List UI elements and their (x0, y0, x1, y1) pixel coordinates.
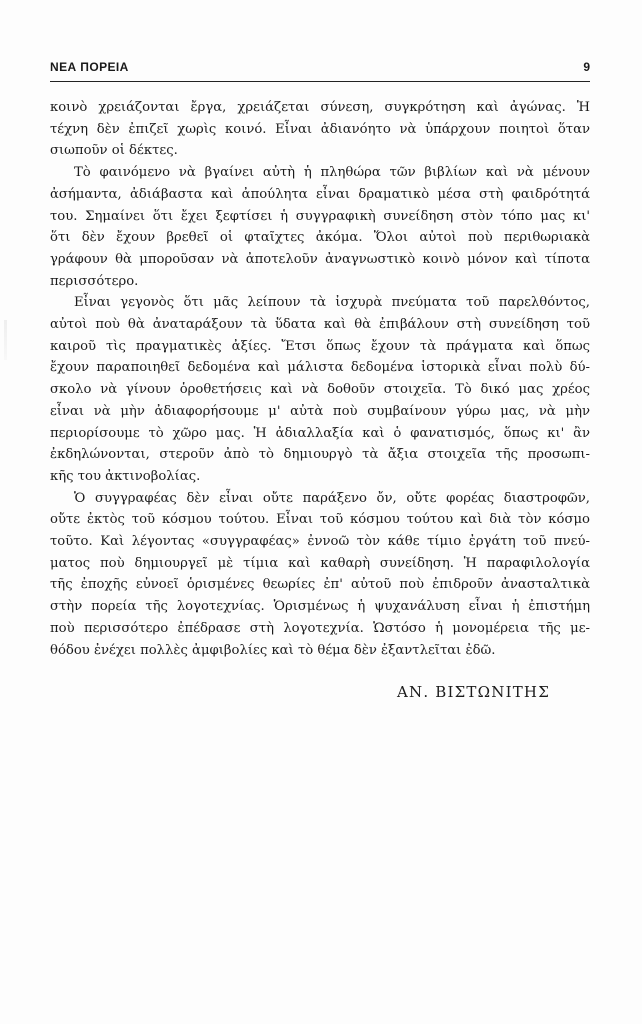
text-line: περιορίσουμε τὸ χῶρο μας. Ἡ ἀδιαλλαξία καὶ ὁ φανατισμός, ὅπως κι' ἂν (50, 425, 590, 441)
header-rule (50, 81, 590, 82)
text-line: Εἶναι γεγονὸς ὅτι μᾶς λείπουν τὰ ἰσχυρὰ πνεύματα τοῦ παρελθόντος, (74, 295, 590, 311)
page-number: 9 (583, 60, 590, 74)
paragraph (50, 97, 590, 162)
text-line: περισσότερο. (50, 273, 139, 289)
text-line: ἀσήμαντα, ἀδιάβαστα καὶ ἀπούλητα εἶναι δραματικὸ μέσα στὴ φαιδρότητά (50, 186, 590, 202)
text-line: ἐκδηλώνονται, στεροῦν ἀπὸ τὸ δημιουργὸ τὰ ἄξια στοιχεῖα τῆς προσωπι- (50, 447, 590, 463)
text-line: τῆς ἐποχῆς εὐνοεῖ ὁρισμένες θεωρίες ἐπ' αὐτοῦ ποὺ ἐπιδροῦν ἀνασταλτικὰ (50, 577, 590, 593)
paragraph (50, 292, 590, 487)
paragraph (50, 162, 590, 292)
text-line: στὴν πορεία τῆς λογοτεχνίας. Ὁρισμένως ἡ ψυχανάλυση εἶναι ἡ ἐπιστήμη (50, 599, 590, 615)
paragraph (50, 488, 590, 662)
text-line: κῆς του ἀκτινοβολίας. (50, 468, 201, 484)
text-line: σιωποῦν οἱ δέκτες. (50, 143, 178, 159)
text-line: αὐτοὶ ποὺ θὰ ἀναταράξουν τὰ ὕδατα καὶ θὰ ἐπιβάλουν στὴ συνείδηση τοῦ (50, 317, 590, 333)
text-line: Τὸ φαινόμενο νὰ βγαίνει αὐτὴ ἡ πληθώρα τῶν βιβλίων καὶ νὰ μένουν (74, 165, 590, 181)
scan-mark (4, 320, 7, 360)
text-line: του. Σημαίνει ὅτι ἔχει ξεφτίσει ἡ συγγραφικὴ συνείδηση στὸν τόπο μας κι' (50, 208, 590, 224)
text-line: Ὁ συγγραφέας δὲν εἶναι οὔτε παράξενο ὄν, οὔτε φορέας διαστροφῶν, (74, 490, 590, 506)
text-line: οὔτε ἐκτὸς τοῦ κόσμου τούτου. Εἶναι τοῦ κόσμου τούτου καὶ διὰ τὸν κόσμο (50, 512, 590, 528)
text-line: σκολο νὰ γίνουν ὁροθετήσεις καὶ νὰ δοθοῦν στοιχεῖα. Τὸ δικό μας χρέος (50, 382, 590, 398)
text-line: ὅτι δὲν ἔχουν βρεθεῖ οἱ φταῖχτες ἀκόμα. Ὅλοι αὐτοὶ ποὺ περιθωριακὰ (50, 230, 590, 246)
text-line: ποὺ περισσότερο ἐπέδρασε στὴ λογοτεχνία. Ὡστόσο ἡ μονομέρεια τῆς με- (50, 620, 590, 636)
text-line: κοινὸ χρειάζονται ἔργα, χρειάζεται σύνεση, συγκρότηση καὶ ἀγώνας. Ἡ (50, 100, 590, 115)
text-line: τέχνη δὲν ἐπιζεῖ χωρὶς κοινό. Εἶναι ἀδιανόητο νὰ ὑπάρχουν ποιητοὶ ὅταν (50, 121, 590, 137)
running-header (50, 60, 590, 80)
text-line: εἶναι νὰ μὴν ἀδιαφορήσουμε μ' αὐτὰ ποὺ συμβαίνουν γύρω μας, νὰ μὴν (50, 403, 590, 419)
text-line: ματος ποὺ δημιουργεῖ μὲ τίμια καὶ καθαρὴ συνείδηση. Ἡ παραφιλολογία (50, 555, 590, 571)
text-line: ἔχουν παραποιηθεῖ δεδομένα καὶ μάλιστα δεδομένα ἱστορικὰ εἶναι πολὺ δύ- (50, 360, 590, 376)
text-line: θόδου ἐνέχει πολλὲς ἀμφιβολίες καὶ τὸ θέμα δὲν ἐξαντλεῖται ἐδῶ. (50, 642, 496, 658)
text-line: γράφουν θὰ μποροῦσαν νὰ ἀποτελοῦν ἀναγνωστικὸ κοινὸ μόνον καὶ τίποτα (50, 251, 590, 267)
article-body (50, 97, 590, 661)
text-line: τοῦτο. Καὶ λέγοντας «συγγραφέας» ἐννοῶ τὸν κάθε τίμιο ἐργάτη τοῦ πνεύ- (50, 534, 590, 550)
text-line: καιροῦ τὶς πραγματικὲς ἀξίες. Ἔτσι ὅπως ἔχουν τὰ πράγματα καὶ ὅπως (50, 338, 590, 354)
journal-title: ΝΕΑ ΠΟΡΕΙΑ (50, 60, 129, 74)
author-signature: ΑΝ. ΒΙΣΤΩΝΙΤΗΣ (396, 683, 550, 701)
